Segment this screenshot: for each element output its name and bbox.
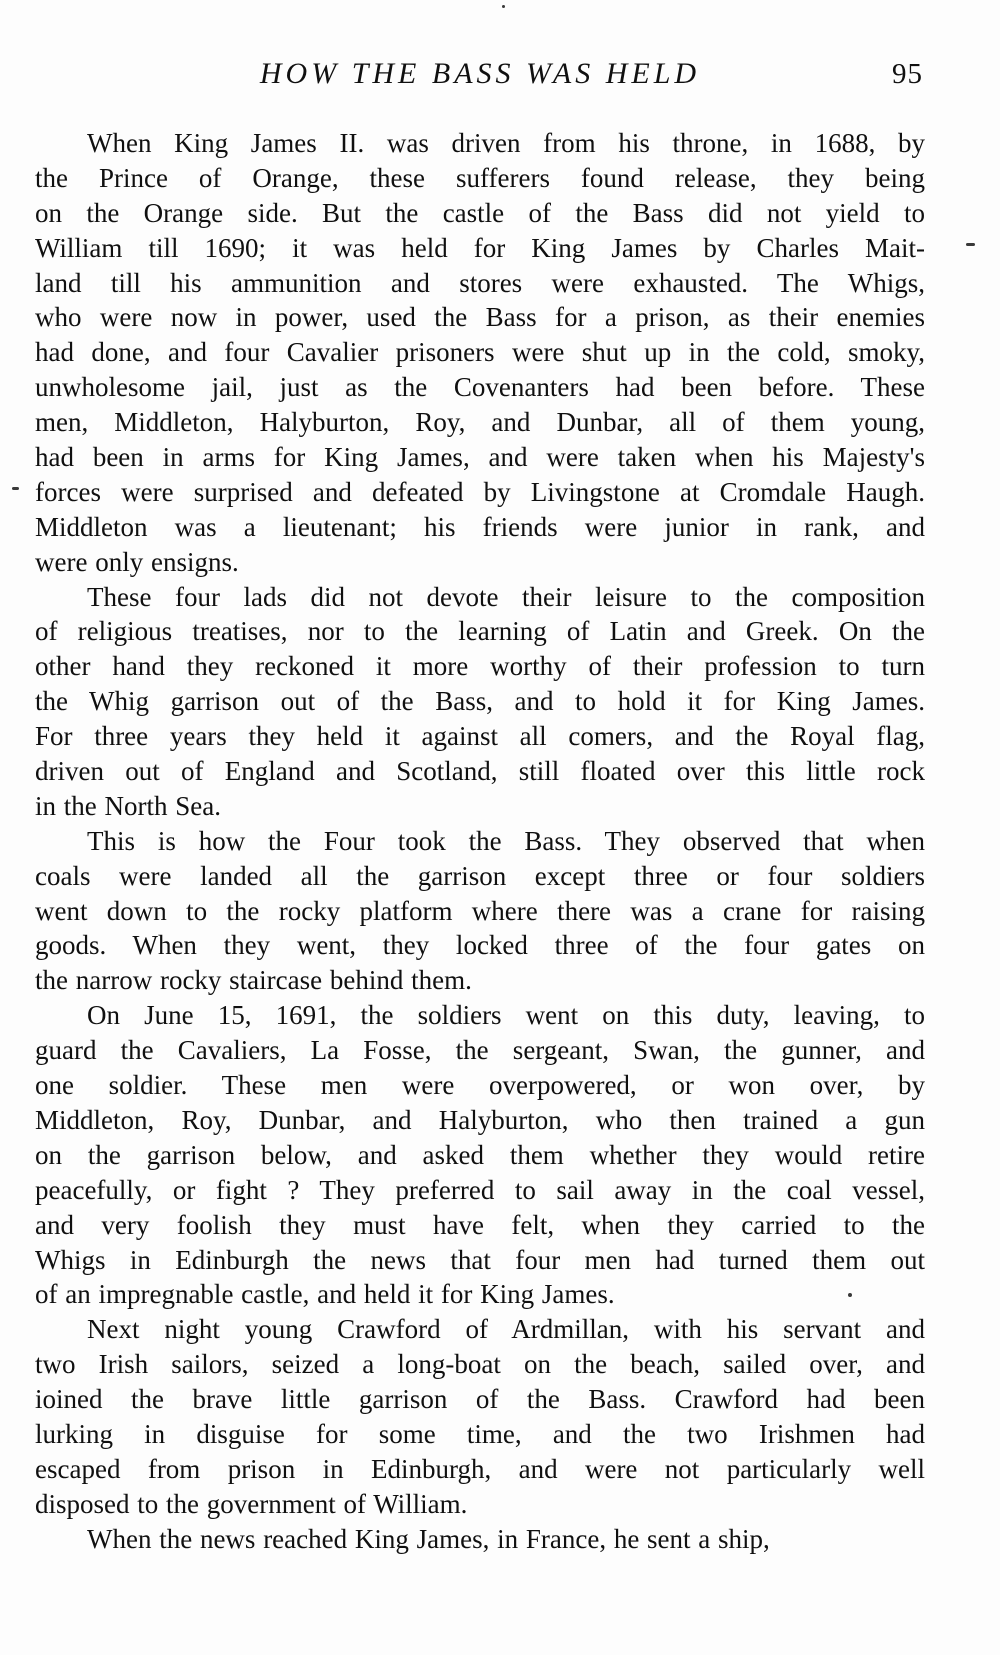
text-line: On June 15, 1691, the soldiers went on this duty, leaving, to [87,1000,925,1031]
text-line: had been in arms for King James, and were taken when his Majesty's [35,442,925,473]
text-line: Next night young Crawford of Ardmillan, with his servant and [87,1314,925,1345]
text-line: lurking in disguise for some time, and the two Irishmen had [35,1418,925,1449]
scan-speck [848,1293,852,1297]
text-line: in the North Sea. [35,790,221,821]
text-line: These four lads did not devote their leisure to the composition [87,581,925,612]
text-line: guard the Cavaliers, La Fosse, the sergeant, Swan, the gunner, and [35,1035,925,1066]
text-line: goods. When they went, they locked three of the four gates on [35,930,925,961]
text-line: the Whig garrison out of the Bass, and to hold it for King James. [35,686,925,717]
scan-speck [12,487,19,490]
text-line: one soldier. These men were overpowered, or won over, by [35,1070,925,1101]
text-line: escaped from prison in Edinburgh, and were not particularly well [35,1453,925,1484]
page-number: 95 [892,58,923,90]
page-title: HOW THE BASS WAS HELD [259,57,701,90]
text-line: This is how the Four took the Bass. They observed that when [87,825,925,856]
text-line: peacefully, or fight ? They preferred to sail away in the coal vessel, [35,1174,925,1205]
text-line: land till his ammunition and stores were exhausted. The Whigs, [35,267,925,298]
text-line: were only ensigns. [35,546,239,577]
text-line: disposed to the government of William. [35,1488,468,1519]
text-line: When the news reached King James, in France, he sent a ship, [87,1523,770,1554]
text-line: Whigs in Edinburgh the news that four men had turned them out [35,1244,925,1275]
text-line: on the garrison below, and asked them whether they would retire [35,1139,925,1170]
text-line: the Prince of Orange, these sufferers found release, they being [35,162,925,193]
text-line: Middleton, Roy, Dunbar, and Halyburton, who then trained a gun [35,1104,925,1135]
text-line: forces were surprised and defeated by Livingstone at Cromdale Haugh. [35,476,925,507]
text-line: of an impregnable castle, and held it for King James. [35,1279,615,1310]
text-line: on the Orange side. But the castle of the Bass did not yield to [35,197,925,228]
text-line: the narrow rocky staircase behind them. [35,965,472,996]
text-line: two Irish sailors, seized a long-boat on the beach, sailed over, and [35,1349,925,1380]
text-line: coals were landed all the garrison except three or four soldiers [35,860,925,891]
text-line: had done, and four Cavalier prisoners were shut up in the cold, smoky, [35,337,925,368]
scan-speck [966,243,975,246]
text-line: Middleton was a lieutenant; his friends were junior in rank, and [35,511,925,542]
page-body [35,126,925,1557]
text-line: who were now in power, used the Bass for a prison, as their enemies [35,302,925,333]
text-line: and very foolish they must have felt, when they carried to the [35,1209,925,1240]
running-header [35,56,925,96]
text-line: William till 1690; it was held for King James by Charles Mait- [35,232,925,263]
scan-speck [502,5,505,8]
text-line: men, Middleton, Halyburton, Roy, and Dunbar, all of them young, [35,407,925,438]
text-line: went down to the rocky platform where there was a crane for raising [35,895,925,926]
text-line: When King James II. was driven from his throne, in 1688, by [87,128,925,158]
text-line: For three years they held it against all comers, and the Royal flag, [35,721,925,752]
text-line: of religious treatises, nor to the learning of Latin and Greek. On the [35,616,925,647]
text-line: other hand they reckoned it more worthy of their profession to turn [35,651,925,682]
text-line: ioined the brave little garrison of the Bass. Crawford had been [35,1384,925,1415]
text-line: unwholesome jail, just as the Covenanters had been before. These [35,372,925,403]
text-line: driven out of England and Scotland, still floated over this little rock [35,756,925,787]
